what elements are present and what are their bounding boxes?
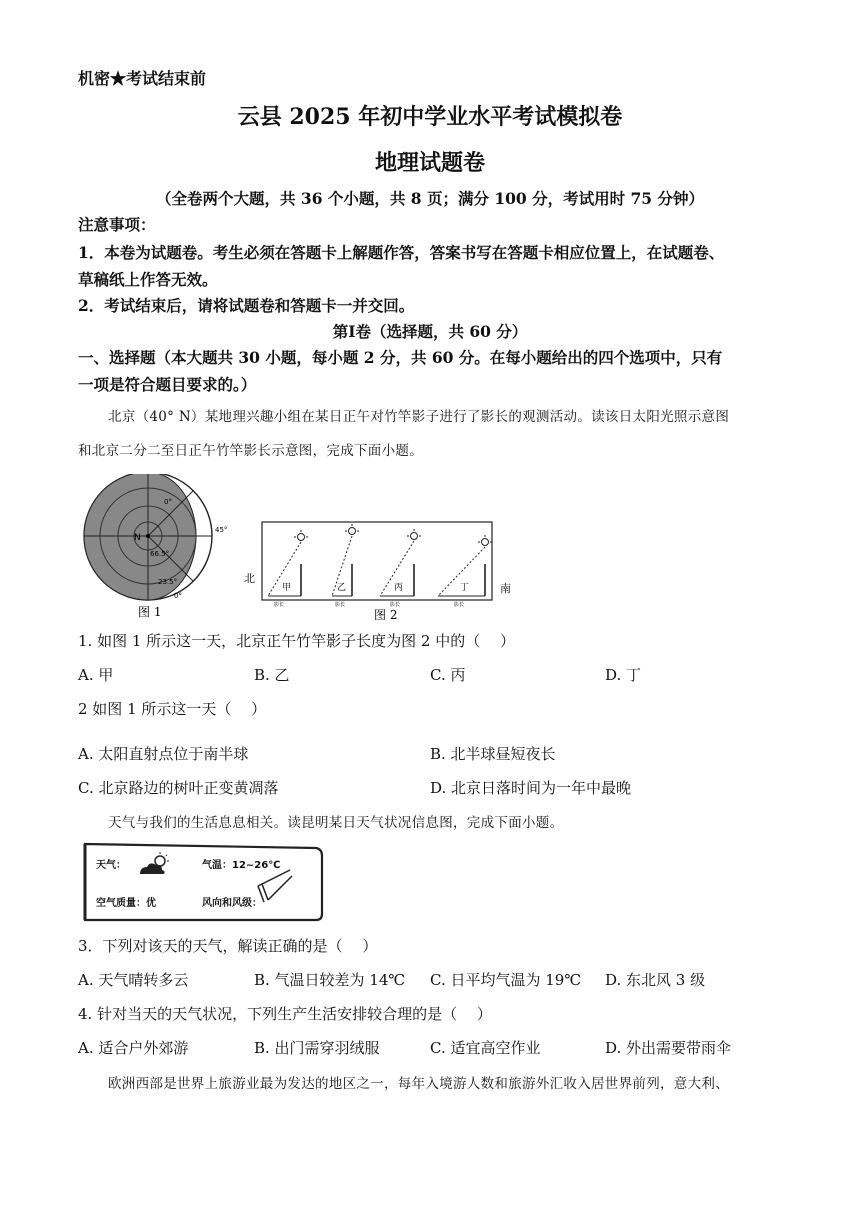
q1-stem: 1. 如图 1 所示这一天，北京正午竹竿影子长度为图 2 中的（ ） [78,632,516,650]
figure-1-lat0-top: 0° [164,498,172,506]
exam-info: （全卷两个大题，共 36 个小题，共 8 页；满分 100 分，考试用时 75 分钟） [156,189,704,208]
notes-heading: 注意事项： [78,215,156,234]
q1-option-c[interactable]: C. 丙 [430,666,466,684]
q3-option-c[interactable]: C. 日平均气温为 19℃ [430,971,582,989]
note-2: 2．考试结束后，请将试题卷和答题卡一并交回。 [78,296,415,315]
stick-yi-shadow: 影长 [335,602,346,608]
passage1-line-1: 北京（40° N）某地理兴趣小组在某日正午对竹竿影子进行了影长的观测活动。读该日太阳光照示意图 [108,409,730,425]
note-1-line-1: 1．本卷为试题卷。考生必须在答题卡上解题作答，答案书写在答题卡相应位置上，在试题卷、 [78,243,725,262]
stick-bing-label: 丙 [394,583,404,593]
q4-option-a[interactable]: A. 适合户外郊游 [78,1039,189,1057]
figure-1-lat45: 45° [215,526,228,534]
q3-option-d[interactable]: D. 东北风 3 级 [605,971,706,989]
figure-2-caption: 图 2 [374,608,398,622]
stick-ding-label: 丁 [460,583,470,593]
figure-1-diagram [78,474,248,622]
exam-title: 云县 2025 年初中学业水平考试模拟卷 [237,104,623,130]
q2-option-d[interactable]: D. 北京日落时间为一年中最晚 [430,779,632,797]
q3-stem: 3．下列对该天的天气，解读正确的是（ ） [78,937,378,955]
figure-2-diagram [242,520,522,622]
figure-1-lat0-bottom: 0° [174,592,182,600]
q4-option-b[interactable]: B. 出门需穿羽绒服 [254,1039,380,1057]
exam-subtitle: 地理试题卷 [374,150,485,176]
figure-1-lat23: 23.5° [158,578,178,586]
figure-1-caption: 图 1 [138,605,162,619]
weather-card-frame [82,842,326,922]
part1-instruction-line-2: 一项是符合题目要求的。） [78,375,257,394]
q4-option-d[interactable]: D. 外出需要带雨伞 [605,1039,732,1057]
wind-label: 风向和风级： [202,898,262,909]
stick-bing-shadow: 影长 [390,602,401,608]
note-1-line-2: 草稿纸上作答无效。 [78,270,218,289]
part1-instruction-line-1: 一、选择题（本大题共 30 小题，每小题 2 分，共 60 分。在每小题给出的四个选项中，只有 [78,348,723,367]
passage2: 天气与我们的生活息息相关。读昆明某日天气状况信息图，完成下面小题。 [108,815,564,831]
secrecy-label: 机密★考试结束前 [78,69,207,88]
q2-stem: 2 如图 1 所示这一天（ ） [78,700,267,718]
q3-option-b[interactable]: B. 气温日较差为 14℃ [254,971,406,989]
air-quality-label: 空气质量：优 [96,898,156,909]
stick-yi-label: 乙 [337,583,347,593]
passage3: 欧洲西部是世界上旅游业最为发达的地区之一，每年入境游人数和旅游外汇收入居世界前列，意大利、 [108,1076,729,1092]
q1-option-d[interactable]: D. 丁 [605,666,642,684]
figure-2-north-label: 北 [244,572,255,585]
q1-option-a[interactable]: A. 甲 [78,666,114,684]
q4-stem: 4. 针对当天的天气状况，下列生产生活安排较合理的是（ ） [78,1005,492,1023]
figure-2 [242,520,522,622]
q4-option-c[interactable]: C. 适宜高空作业 [430,1039,541,1057]
q1-option-b[interactable]: B. 乙 [254,666,290,684]
stick-jia-shadow: 影长 [274,602,285,608]
stick-jia-label: 甲 [282,583,292,593]
weather-label: 天气： [96,860,126,871]
figure-2-south-label: 南 [500,582,511,595]
weather-card [82,842,326,922]
figure-1-pole-label: N [134,533,141,543]
q3-option-a[interactable]: A. 天气晴转多云 [78,971,189,989]
temperature-label: 气温：12~26℃ [202,860,281,871]
q2-option-b[interactable]: B. 北半球昼短夜长 [430,745,556,763]
passage1-line-2: 和北京二分二至日正午竹竿影长示意图，完成下面小题。 [78,443,423,459]
q2-option-a[interactable]: A. 太阳直射点位于南半球 [78,745,249,763]
q2-option-c[interactable]: C. 北京路边的树叶正变黄凋落 [78,779,279,797]
figure-1-lat66: 66.5° [150,550,170,558]
stick-ding-shadow: 影长 [454,602,465,608]
part1-title: 第Ⅰ卷（选择题，共 60 分） [332,322,528,341]
figure-1 [78,474,248,622]
